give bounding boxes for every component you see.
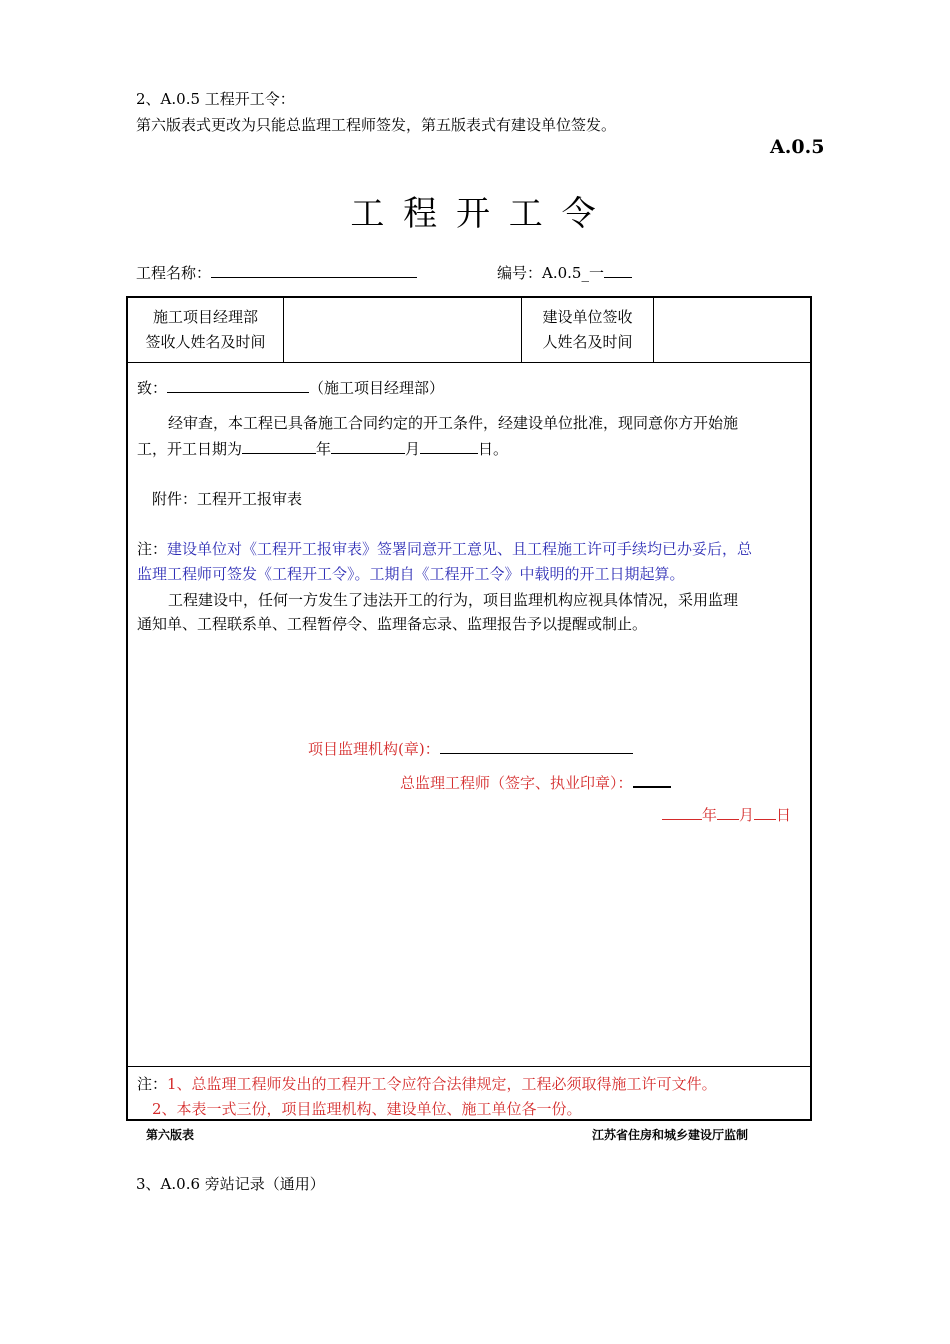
sign-date-row — [662, 804, 791, 825]
project-name-blank[interactable] — [211, 262, 417, 278]
para2-line-1: 工程建设中，任何一方发生了违法开工的行为，项目监理机构应视具体情况，采用监理 — [168, 591, 739, 609]
issuer-label: 江苏省住房和城乡建设厅监制 — [592, 1128, 749, 1142]
body-text: 工，开工日期为 — [137, 440, 243, 458]
edition-label: 第六版表 — [146, 1128, 195, 1142]
attachment-label: 附件：工程开工报审表 — [152, 490, 303, 508]
label-line: 签收人姓名及时间 — [145, 333, 266, 351]
month-label: 月 — [405, 440, 421, 458]
sign-day-blank[interactable] — [754, 804, 776, 820]
label-line: 建设单位签收 — [542, 308, 633, 326]
project-name-label: 工程名称： — [136, 264, 212, 282]
receiver-owner-field[interactable] — [654, 298, 810, 362]
form-title: 工 程 开 工 令 — [350, 194, 600, 234]
section-heading: 2、A.0.5 工程开工令： — [136, 90, 295, 108]
form-table — [126, 296, 812, 1121]
section-note: 第六版表式更改为只能总监理工程师签发，第五版表式有建设单位签发。 — [136, 116, 617, 134]
body-line-1: 经审查，本工程已具备施工合同约定的开工条件，经建设单位批准，现同意你方开始施 — [168, 414, 739, 432]
sign-engineer-blank[interactable] — [633, 771, 671, 788]
note-prefix: 注： — [137, 540, 168, 558]
note-text: 建设单位对《工程开工报审表》签署同意开工意见、且工程施工许可手续均已办妥后，总 — [167, 540, 753, 558]
to-row — [137, 377, 444, 398]
label-line: 施工项目经理部 — [152, 308, 258, 326]
footer-note-prefix: 注： — [137, 1075, 168, 1093]
to-suffix: （施工项目经理部） — [309, 379, 445, 397]
footer-note-2: 2、本表一式三份，项目监理机构、建设单位、施工单位各一份。 — [152, 1100, 582, 1118]
sign-org-label: 项目监理机构(章)： — [308, 740, 440, 758]
year-label: 年 — [316, 440, 332, 458]
receiver-contractor-label — [128, 305, 283, 355]
receiver-owner-label — [522, 305, 653, 355]
sign-org-blank[interactable] — [440, 738, 633, 754]
form-code: A.0.5 — [770, 136, 825, 158]
note-line-1 — [137, 538, 752, 559]
project-name-row — [136, 262, 417, 283]
sign-engineer-label: 总监理工程师（签字、执业印章）： — [400, 774, 633, 792]
sign-year-label: 年 — [702, 806, 718, 824]
start-month-blank[interactable] — [331, 438, 405, 454]
day-label: 日。 — [478, 440, 509, 458]
receiver-contractor-field[interactable] — [284, 298, 521, 362]
footer-note-1 — [137, 1073, 717, 1094]
note-line-2: 监理工程师可签发《工程开工令》。工期自《工程开工令》中载明的开工日期起算。 — [137, 565, 685, 583]
start-year-blank[interactable] — [242, 438, 316, 454]
divider — [128, 362, 810, 363]
divider — [128, 1066, 810, 1067]
sign-year-blank[interactable] — [662, 804, 702, 820]
start-day-blank[interactable] — [420, 438, 478, 454]
next-section-heading: 3、A.0.6 旁站记录（通用） — [136, 1175, 325, 1193]
serial-row — [497, 262, 632, 283]
sign-day-label: 日 — [776, 806, 792, 824]
to-blank[interactable] — [167, 377, 309, 393]
sign-month-label: 月 — [739, 806, 755, 824]
serial-label: 编号：A.0.5_一 — [497, 264, 604, 282]
sign-month-blank[interactable] — [717, 804, 739, 820]
para2-line-2: 通知单、工程联系单、工程暂停令、监理备忘录、监理报告予以提醒或制止。 — [137, 615, 648, 633]
sign-engineer-row — [400, 771, 671, 793]
to-label: 致： — [137, 379, 168, 397]
body-line-2 — [137, 438, 508, 459]
label-line: 人姓名及时间 — [542, 333, 633, 351]
footer-note-text: 1、总监理工程师发出的工程开工令应符合法律规定，工程必须取得施工许可文件。 — [167, 1075, 717, 1093]
serial-blank[interactable] — [604, 262, 632, 278]
sign-org-row — [308, 738, 633, 759]
